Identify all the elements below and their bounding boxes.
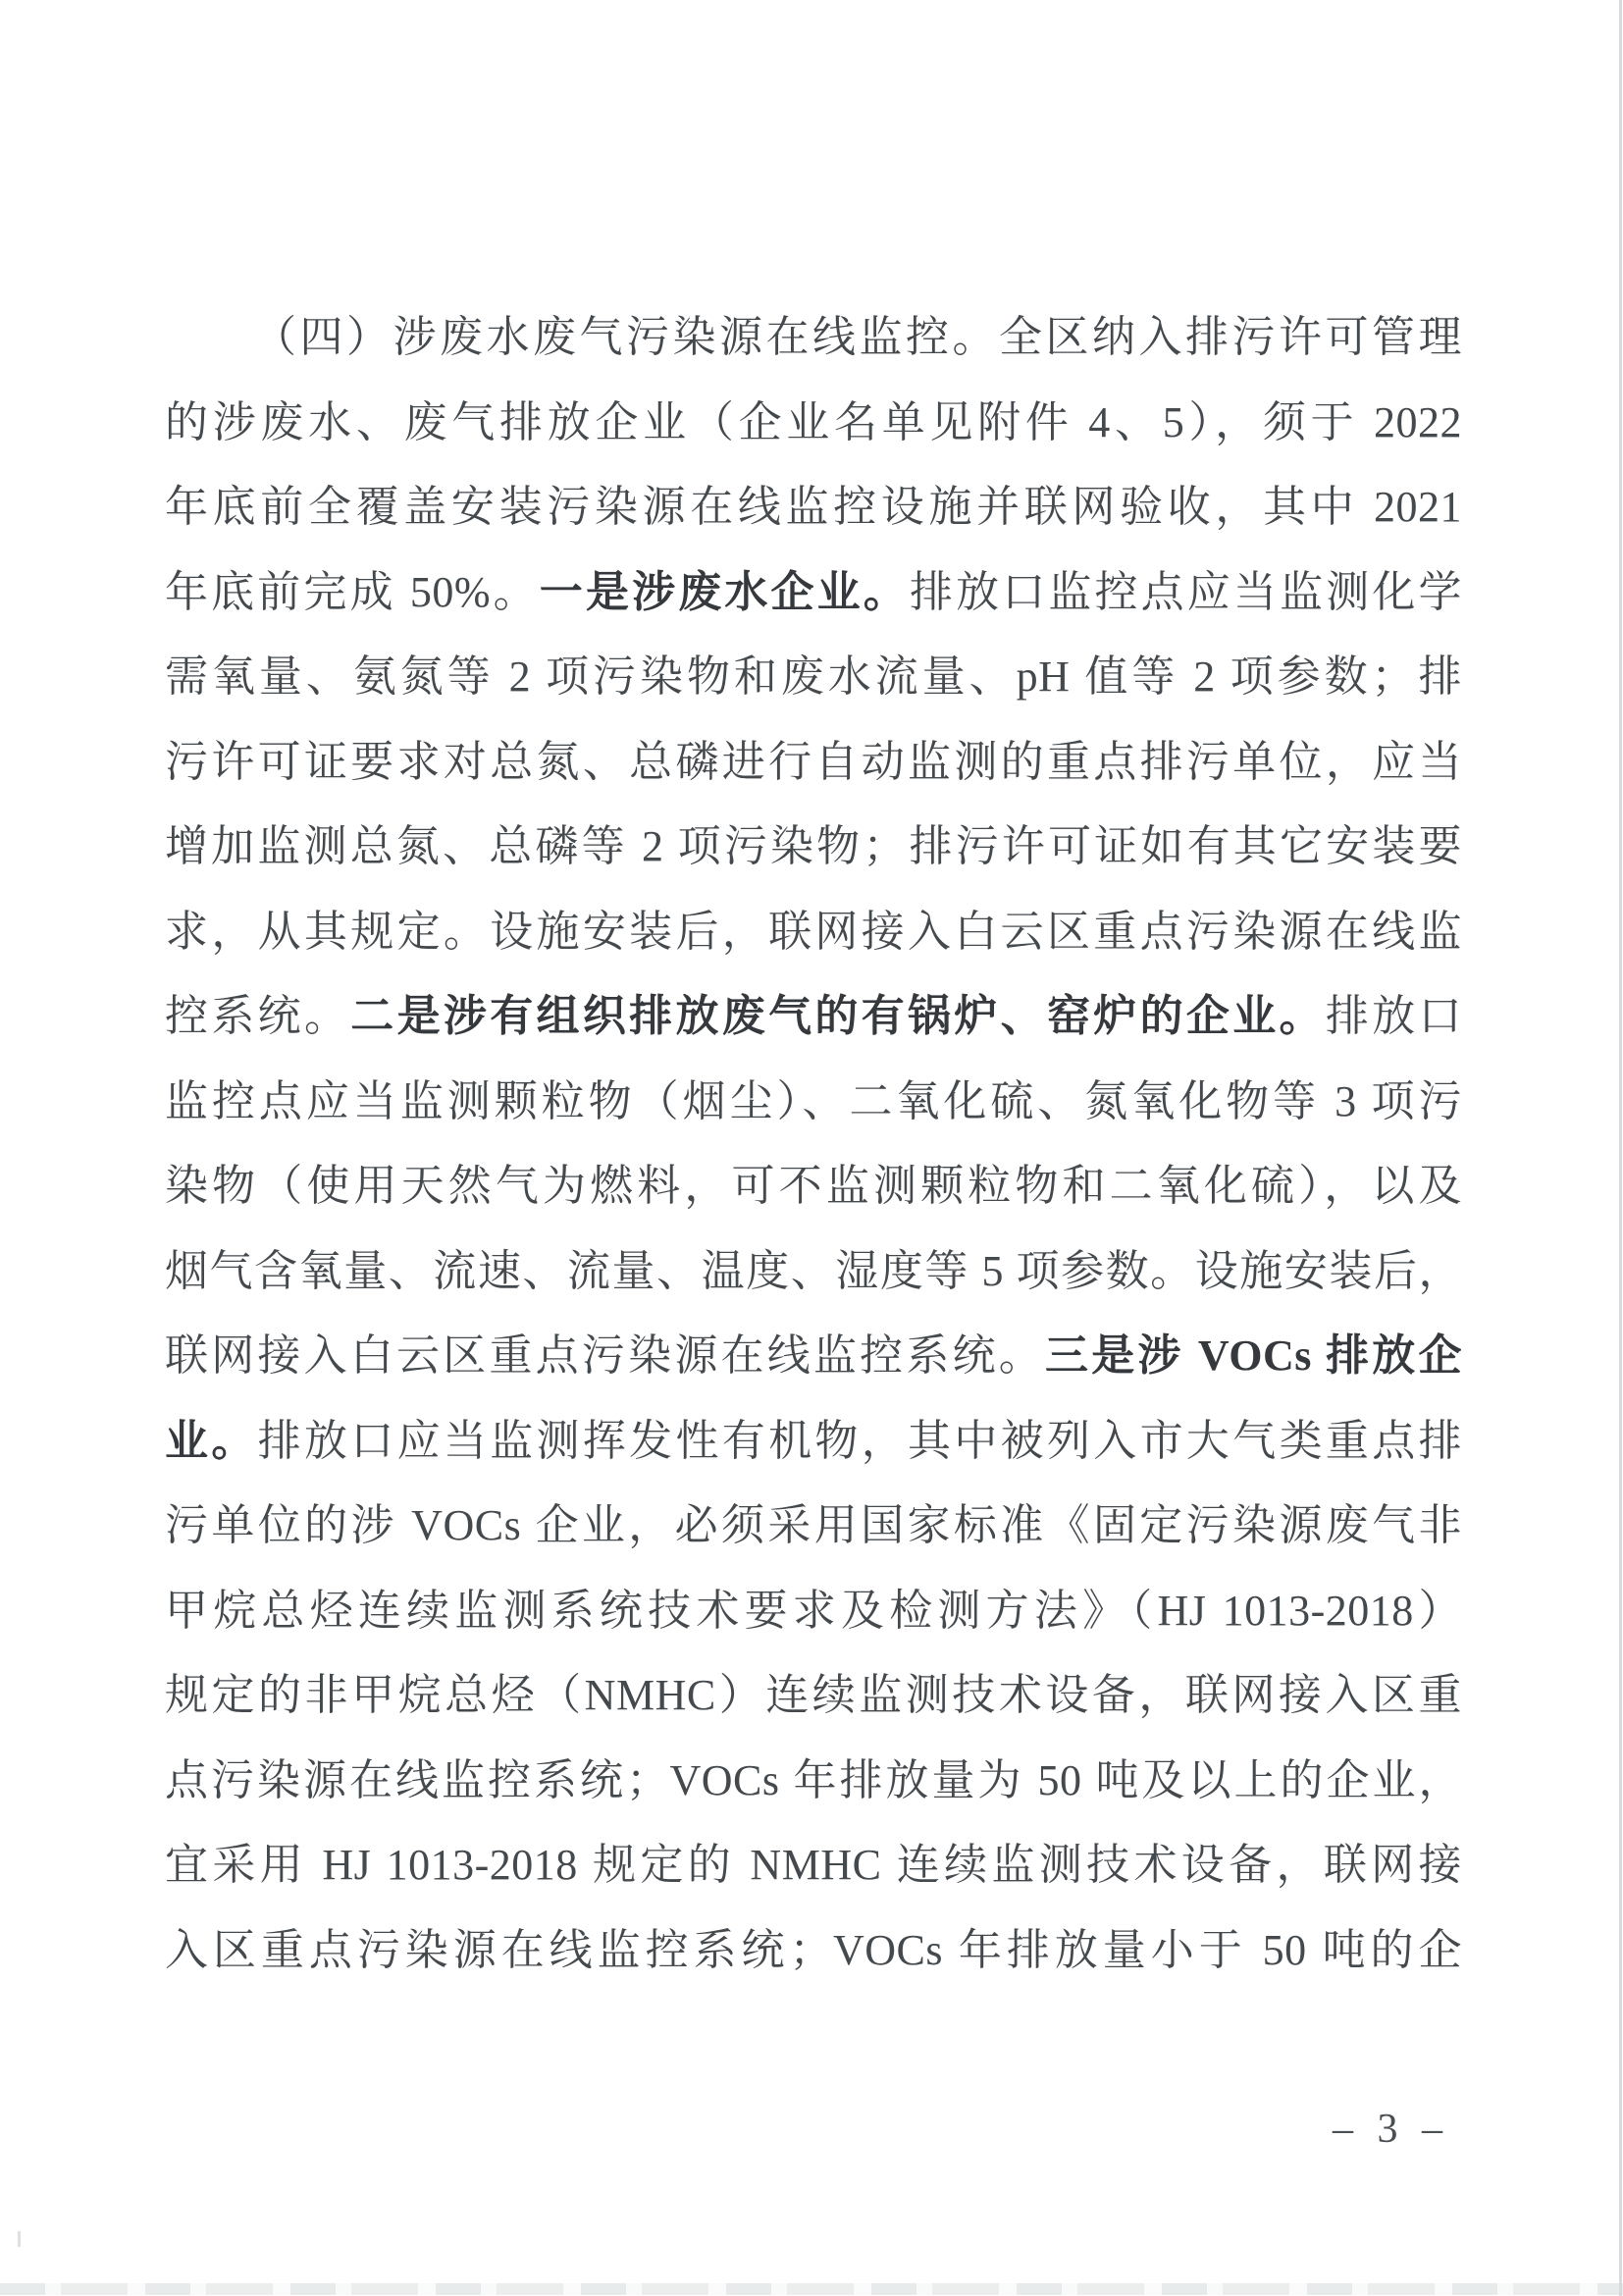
emphasis-text: 业。 xyxy=(165,1416,258,1465)
body-text: 排放口监控点应当监测化学 xyxy=(909,567,1462,616)
body-text: 的涉废水、废气排放企业（企业名单见附件 4、5），须于 2022 xyxy=(165,397,1462,446)
text-line xyxy=(165,295,1462,381)
body-text: 需氧量、氨氮等 2 项污染物和废水流量、pH 值等 2 项参数；排 xyxy=(165,652,1462,701)
scan-edge-artifact-right xyxy=(1619,0,1622,2296)
body-text: （四）涉废水废气污染源在线监控。全区纳入排污许可管理 xyxy=(253,313,1462,361)
text-line xyxy=(165,1399,1462,1485)
text-line xyxy=(165,1484,1462,1569)
text-line xyxy=(165,1653,1462,1739)
text-line xyxy=(165,1823,1462,1908)
body-text: 染物（使用天然气为燃料，可不监测颗粒物和二氧化硫），以及 xyxy=(165,1162,1462,1210)
body-text: 污单位的涉 VOCs 企业，必须采用国家标准《固定污染源废气非 xyxy=(165,1501,1462,1549)
body-text: 联网接入白云区重点污染源在线监控系统。 xyxy=(165,1331,1045,1380)
body-text: 污许可证要求对总氮、总磷进行自动监测的重点排污单位，应当 xyxy=(165,737,1462,786)
text-line xyxy=(165,381,1462,466)
body-text: 排放口 xyxy=(1325,992,1462,1040)
text-line xyxy=(165,465,1462,550)
body-text: 监控点应当监测颗粒物（烟尘）、二氧化硫、氮氧化物等 3 项污 xyxy=(165,1076,1462,1125)
text-line xyxy=(165,1908,1462,1994)
body-text: 年底前完成 50%。 xyxy=(165,567,540,616)
body-text: 年底前全覆盖安装污染源在线监控设施并联网验收，其中 2021 xyxy=(165,483,1462,531)
emphasis-text: 二是涉有组织排放废气的有锅炉、窑炉的企业。 xyxy=(350,992,1326,1040)
text-line xyxy=(165,1060,1462,1145)
text-line xyxy=(165,550,1462,636)
text-line xyxy=(165,1229,1462,1315)
page-number: – 3 – xyxy=(1333,2107,1444,2152)
body-text: 点污染源在线监控系统；VOCs 年排放量为 50 吨及以上的企业， xyxy=(165,1755,1462,1804)
text-line xyxy=(165,720,1462,806)
body-text: 求，从其规定。设施安装后，联网接入白云区重点污染源在线监 xyxy=(165,907,1462,956)
text-line xyxy=(165,635,1462,720)
text-line xyxy=(165,805,1462,890)
body-text: 排放口应当监测挥发性有机物，其中被列入市大气类重点排 xyxy=(257,1416,1462,1465)
text-block xyxy=(165,295,1462,1993)
body-text: 入区重点污染源在线监控系统；VOCs 年排放量小于 50 吨的企 xyxy=(165,1925,1462,1974)
text-line xyxy=(165,890,1462,975)
text-line xyxy=(165,1569,1462,1654)
body-text: 控系统。 xyxy=(165,992,351,1040)
scan-speck-artifact xyxy=(18,2231,21,2247)
text-line xyxy=(165,1314,1462,1399)
body-text: 甲烷总烃连续监测系统技术要求及检测方法》（HJ 1013-2018） xyxy=(165,1586,1462,1635)
body-text: 宜采用 HJ 1013-2018 规定的 NMHC 连续监测技术设备，联网接 xyxy=(165,1841,1462,1889)
body-text: 规定的非甲烷总烃（NMHC）连续监测技术设备，联网接入区重 xyxy=(165,1671,1462,1719)
body-text: 增加监测总氮、总磷等 2 项污染物；排污许可证如有其它安装要 xyxy=(165,822,1462,870)
emphasis-text: 三是涉 VOCs 排放企 xyxy=(1045,1331,1462,1380)
text-line xyxy=(165,1739,1462,1824)
scan-edge-artifact-bottom xyxy=(0,2283,1623,2295)
text-line xyxy=(165,974,1462,1060)
emphasis-text: 一是涉废水企业。 xyxy=(539,567,910,616)
body-text: 烟气含氧量、流速、流量、温度、湿度等 5 项参数。设施安装后， xyxy=(165,1246,1462,1295)
text-line xyxy=(165,1144,1462,1229)
